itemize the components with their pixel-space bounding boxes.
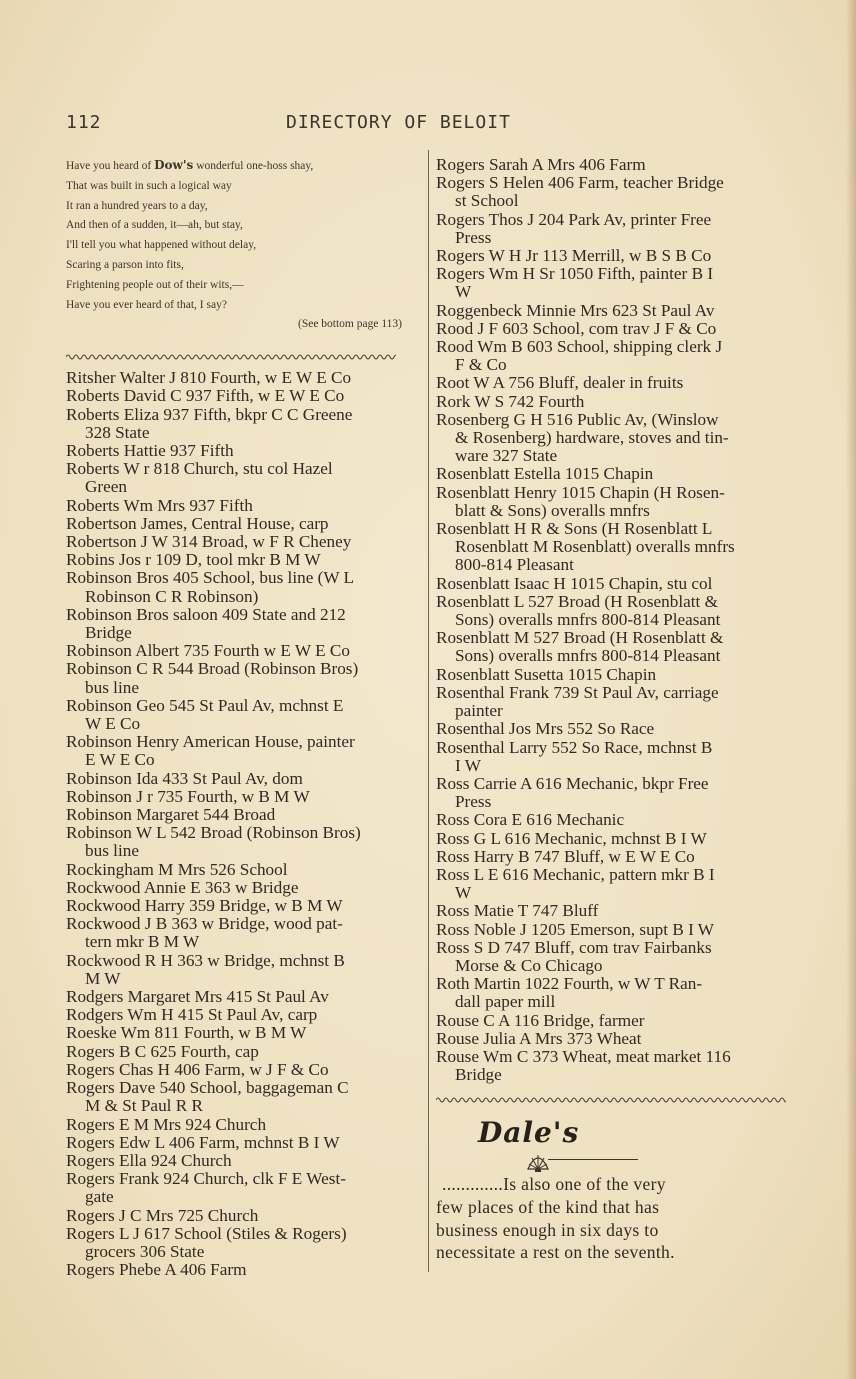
entry-text: Robinson Albert 735 Fourth w E W E Co [66,641,350,661]
directory-entry [436,830,794,848]
directory-entry [436,338,794,374]
poem-text: Frightening people out of their wits,— [66,278,244,291]
ad-line: business enough in six days to [436,1219,659,1240]
poem-line [66,156,422,177]
entry-text: Rosenthal Jos Mrs 552 So Race [436,719,655,739]
directory-entry [436,465,794,483]
directory-entry [66,1061,422,1079]
poem-text: I'll tell you what happened without delay, [66,239,257,252]
entry-text: Roberts Eliza 937 Fifth, bkpr C C Greene [66,404,353,424]
left-directory-listing [66,369,422,1279]
directory-entry [66,551,422,569]
entry-text: Rogers Frank 924 Church, clk F E West- [66,1169,346,1189]
entry-text: Rogers B C 625 Fourth, cap [66,1041,259,1061]
entry-text: Rogers W H Jr 113 Merrill, w B S B Co [436,246,712,266]
scallop-shell-icon [526,1151,550,1173]
poem-line [66,177,422,197]
entry-continuation: grocers 306 State [85,1241,205,1261]
entry-continuation: Press [455,792,492,812]
entry-text: Rogers S Helen 406 Farm, teacher Bridge [436,173,724,193]
directory-entry [66,1043,422,1061]
entry-continuation: tern mkr B M W [85,932,200,952]
page-number: 112 [66,112,102,133]
entry-text: Rockwood Harry 359 Bridge, w B M W [66,896,343,916]
entry-text: Rogers Edw L 406 Farm, mchnst B I W [66,1132,340,1152]
entry-continuation: F & Co [455,355,507,375]
entry-continuation: Green [85,477,127,497]
poem-text: That was built in such a logical way [66,179,232,192]
directory-entry [66,515,422,533]
directory-entry [436,775,794,811]
entry-text: Rosenblatt L 527 Broad (H Rosenblatt & [436,591,718,611]
entry-text: Ross L E 616 Mechanic, pattern mkr B I [436,864,715,884]
entry-continuation: Morse & Co Chicago [455,955,603,975]
directory-entry [66,1152,422,1170]
directory-entry [436,520,794,575]
entry-text: Roberts W r 818 Church, stu col Hazel [66,459,333,479]
directory-entry [436,393,794,411]
directory-entry [436,411,794,466]
entry-text: Roberts Wm Mrs 937 Fifth [66,495,253,515]
wavy-rule-right [436,1094,794,1106]
ad-line: .............Is also one of the very [442,1174,666,1195]
directory-entry [66,733,422,769]
directory-entry [66,369,422,387]
entry-text: Rogers Dave 540 School, baggageman C [66,1078,349,1098]
directory-entry [436,921,794,939]
ad-line: necessitate a rest on the seventh. [436,1242,675,1263]
column-divider [428,150,429,1272]
poem-lines [66,156,422,315]
directory-entry [436,156,794,174]
entry-text: Rosenblatt H R & Sons (H Rosenblatt L [436,519,713,539]
entry-text: Rogers Ella 924 Church [66,1150,232,1170]
entry-text: Roth Martin 1022 Fourth, w W T Ran- [436,974,703,994]
entry-text: Robinson Bros 405 School, bus line (W L [66,568,355,588]
entry-text: Rogers Phebe A 406 Farm [66,1260,247,1280]
directory-entry [436,265,794,301]
directory-entry [436,902,794,920]
directory-entry [66,788,422,806]
directory-entry [436,302,794,320]
entry-text: Rockwood J B 363 w Bridge, wood pat- [66,914,343,934]
poem-line [66,296,422,316]
entry-continuation: M & St Paul R R [85,1096,203,1116]
directory-entry [436,720,794,738]
directory-entry [66,406,422,442]
poem-text: Have you ever heard of that, I say? [66,298,227,311]
directory-entry [66,697,422,733]
entry-continuation: I W [455,755,481,775]
directory-entry [436,1030,794,1048]
directory-entry [66,1207,422,1225]
directory-entry [66,533,422,551]
entry-text: Roeske Wm 811 Fourth, w B M W [66,1023,307,1043]
entry-continuation: W E Co [85,714,141,734]
entry-text: Rogers Chas H 406 Farm, w J F & Co [66,1059,329,1079]
entry-continuation: Bridge [455,1065,502,1085]
directory-entry [66,1225,422,1261]
poem-text: It ran a hundred years to a day, [66,199,208,212]
wavy-rule [66,351,422,363]
entry-text: Rood Wm B 603 School, shipping clerk J [436,337,723,357]
directory-entry [66,897,422,915]
directory-entry [66,460,422,496]
entry-text: Rodgers Margaret Mrs 415 St Paul Av [66,987,329,1007]
entry-continuation: W [455,883,472,903]
entry-continuation: Rosenblatt M Rosenblatt) overalls mnfrs [455,537,735,557]
entry-text: Rodgers Wm H 415 St Paul Av, carp [66,1005,318,1025]
entry-text: Ross Noble J 1205 Emerson, supt B I W [436,919,715,939]
directory-entry [436,1012,794,1030]
entry-continuation: Press [455,227,492,247]
entry-text: Robinson Henry American House, painter [66,732,355,752]
entry-text: Robins Jos r 109 D, tool mkr B M W [66,550,321,570]
entry-text: Rosenberg G H 516 Public Av, (Winslow [436,409,719,429]
entry-text: Ross Harry B 747 Bluff, w E W E Co [436,846,695,866]
entry-text: Roberts David C 937 Fifth, w E W E Co [66,386,345,406]
entry-text: Rogers Thos J 204 Park Av, printer Free [436,209,712,229]
entry-text: Rouse Wm C 373 Wheat, meat market 116 [436,1046,731,1066]
ad-title: Dale's [478,1116,580,1150]
directory-entry [436,811,794,829]
entry-continuation: Sons) overalls mnfrs 800-814 Pleasant [455,610,721,630]
directory-entry [436,666,794,684]
ad-title-rule [548,1159,638,1160]
page-header [66,112,790,136]
entry-text: Ritsher Walter J 810 Fourth, w E W E Co [66,368,352,388]
entry-continuation: & Rosenberg) hardware, stoves and tin- [455,428,729,448]
entry-text: Rouse Julia A Mrs 373 Wheat [436,1028,642,1048]
directory-entry [66,1134,422,1152]
entry-continuation: W [455,282,472,302]
brand-name: Dow's [154,158,194,172]
poem-text: And then of a sudden, it—ah, but stay, [66,219,243,232]
entry-text: Rosenblatt Isaac H 1015 Chapin, stu col [436,573,713,593]
directory-entry [436,939,794,975]
entry-text: Rouse C A 116 Bridge, farmer [436,1010,645,1030]
directory-entry [436,739,794,775]
right-directory-listing [436,156,794,1084]
poem-line [66,276,422,296]
entry-text: Ross Matie T 747 Bluff [436,901,599,921]
dales-advertisement [436,1116,794,1263]
entry-text: Rosenblatt Estella 1015 Chapin [436,464,654,484]
entry-text: Rogers Wm H Sr 1050 Fifth, painter B I [436,264,714,284]
poem-line [66,216,422,236]
running-title: DIRECTORY OF BELOIT [286,112,511,133]
directory-entry [66,915,422,951]
poem-text: Have you heard of [66,160,155,172]
entry-text: Robinson Margaret 544 Broad [66,805,276,825]
directory-entry [66,442,422,460]
entry-text: Robinson Ida 433 St Paul Av, dom [66,768,303,788]
entry-text: Rogers J C Mrs 725 Church [66,1205,259,1225]
directory-entry [66,1079,422,1115]
directory-entry [436,975,794,1011]
entry-continuation: E W E Co [85,750,155,770]
directory-entry [66,824,422,860]
entry-text: Roggenbeck Minnie Mrs 623 St Paul Av [436,300,715,320]
entry-text: Robinson W L 542 Broad (Robinson Bros) [66,823,361,843]
directory-entry [66,387,422,405]
poem-line [66,197,422,217]
directory-entry [66,1006,422,1024]
directory-entry [66,952,422,988]
directory-entry [66,1261,422,1279]
directory-entry [66,861,422,879]
directory-entry [436,374,794,392]
left-column [66,156,422,1279]
entry-continuation: M W [85,968,121,988]
directory-entry [436,848,794,866]
directory-entry [436,629,794,665]
directory-entry [436,684,794,720]
entry-continuation: painter [455,701,503,721]
entry-continuation: 328 State [85,422,150,442]
poem-text: Scaring a parson into fits, [66,258,184,271]
entry-continuation: Bridge [85,623,132,643]
entry-text: Rosenthal Larry 552 So Race, mchnst B [436,737,713,757]
entry-continuation: Robinson C R Robinson) [85,586,259,606]
entry-text: Rogers L J 617 School (Stiles & Rogers) [66,1223,347,1243]
directory-entry [436,575,794,593]
entry-text: Root W A 756 Bluff, dealer in fruits [436,373,684,393]
entry-continuation: bus line [85,677,139,697]
entry-text: Rosenthal Frank 739 St Paul Av, carriage [436,682,719,702]
page-edge-shadow [846,0,856,1379]
entry-continuation: 800-814 Pleasant [455,555,574,575]
directory-entry [436,484,794,520]
entry-continuation: bus line [85,841,139,861]
poem-reference: (See bottom page 113) [297,318,402,331]
directory-entry [66,1024,422,1042]
entry-text: Rosenblatt M 527 Broad (H Rosenblatt & [436,628,724,648]
entry-text: Ross S D 747 Bluff, com trav Fairbanks [436,937,712,957]
entry-text: Ross G L 616 Mechanic, mchnst B I W [436,828,707,848]
poem-line [66,256,422,276]
directory-entry [436,247,794,265]
entry-text: Robertson J W 314 Broad, w F R Cheney [66,532,352,551]
directory-entry [66,642,422,660]
directory-entry [66,1116,422,1134]
entry-continuation: gate [85,1187,114,1207]
entry-text: Rogers Sarah A Mrs 406 Farm [436,155,646,174]
directory-entry [66,770,422,788]
entry-text: Rood J F 603 School, com trav J F & Co [436,318,717,338]
poem-line [66,236,422,256]
directory-entry [66,879,422,897]
directory-entry [66,806,422,824]
entry-text: Rockingham M Mrs 526 School [66,859,288,879]
directory-entry [66,660,422,696]
directory-entry [66,988,422,1006]
entry-continuation: Sons) overalls mnfrs 800-814 Pleasant [455,646,721,666]
entry-text: Roberts Hattie 937 Fifth [66,440,234,460]
entry-text: Ross Carrie A 616 Mechanic, bkpr Free [436,773,709,793]
directory-entry [436,1048,794,1084]
entry-continuation: ware 327 State [455,446,558,466]
entry-text: Ross Cora E 616 Mechanic [436,810,625,830]
entry-text: Rosenblatt Susetta 1015 Chapin [436,664,657,684]
directory-entry [436,211,794,247]
entry-text: Robinson Bros saloon 409 State and 212 [66,604,346,624]
entry-text: Rosenblatt Henry 1015 Chapin (H Rosen- [436,482,725,502]
ad-line: few places of the kind that has [436,1196,660,1217]
entry-continuation: dall paper mill [455,992,556,1012]
directory-entry [66,606,422,642]
entry-text: Rork W S 742 Fourth [436,391,585,411]
ad-text [436,1173,794,1263]
entry-text: Robinson Geo 545 St Paul Av, mchnst E [66,695,344,715]
poem-text: wonderful one-hoss shay, [193,160,314,172]
directory-entry [66,1170,422,1206]
poem-advertisement [66,156,422,335]
entry-text: Robertson James, Central House, carp [66,513,329,533]
directory-entry [436,593,794,629]
entry-text: Rogers E M Mrs 924 Church [66,1114,267,1134]
right-column [436,156,794,1264]
directory-entry [66,497,422,515]
entry-continuation: blatt & Sons) overalls mnfrs [455,500,650,520]
entry-continuation: st School [455,191,519,211]
directory-entry [436,866,794,902]
directory-entry [66,569,422,605]
entry-text: Rockwood R H 363 w Bridge, mchnst B [66,950,345,970]
directory-entry [436,174,794,210]
entry-text: Rockwood Annie E 363 w Bridge [66,877,299,897]
directory-entry [436,320,794,338]
entry-text: Robinson C R 544 Broad (Robinson Bros) [66,659,359,679]
entry-text: Robinson J r 735 Fourth, w B M W [66,786,310,806]
